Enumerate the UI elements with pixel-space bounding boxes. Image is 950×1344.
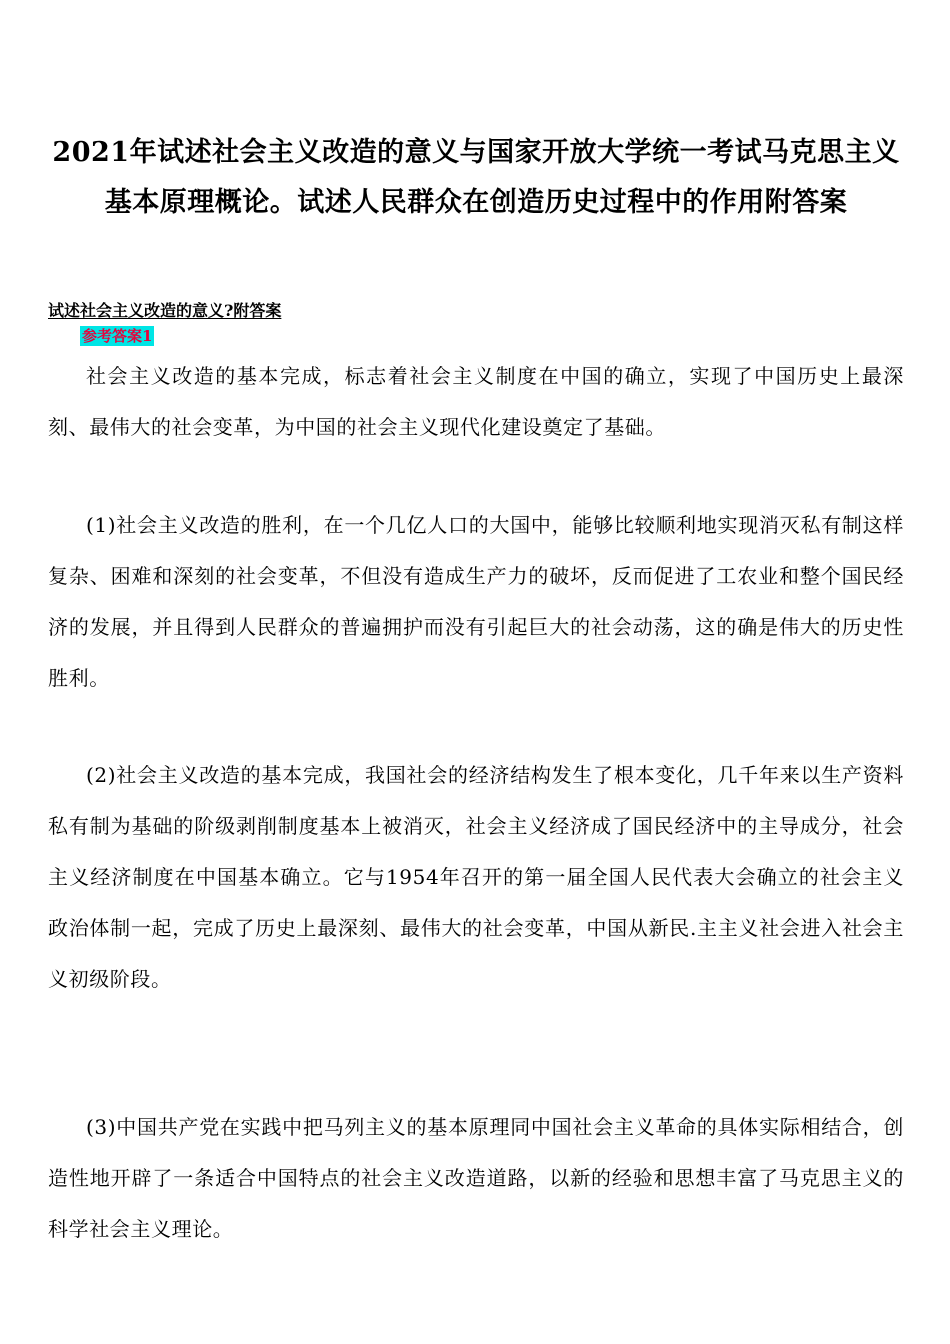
answer-tag: 参考答案1 — [82, 327, 153, 345]
paragraph-point-2: (2)社会主义改造的基本完成，我国社会的经济结构发生了根本变化，几千年来以生产资料私有制为基础的阶级剥削制度基本上被消灭，社会主义经济成了国民经济中的主导成分，社会主义经济制度在中国基本确立。它与1954年召开的第一届全国人民代表大会确立的社会主义政治体制一起，完成了历史上最深刻、最伟大的社会变革，中国从新民.主主义社会进入社会主义初级阶段。 — [48, 763, 904, 991]
paragraph-point-1: (1)社会主义改造的胜利，在一个几亿人口的大国中，能够比较顺利地实现消灭私有制这样复杂、困难和深刻的社会变革，不但没有造成生产力的破坏，反而促进了工农业和整个国民经济的发展，并且得到人民群众的普遍拥护而没有引起巨大的社会动荡，这的确是伟大的历史性胜利。 — [48, 513, 904, 690]
section-heading: 试述社会主义改造的意义?附答案 — [48, 301, 282, 320]
paragraph-point-3: (3)中国共产党在实践中把马列主义的基本原理同中国社会主义革命的具体实际相结合，创造性地开辟了一条适合中国特点的社会主义改造道路，以新的经验和思想丰富了马克思主义的科学社会主义理论。 — [48, 1115, 904, 1241]
paragraph-intro: 社会主义改造的基本完成，标志着社会主义制度在中国的确立，实现了中国历史上最深刻、最伟大的社会变革，为中国的社会主义现代化建设奠定了基础。 — [48, 364, 904, 439]
document-title: 2021年试述社会主义改造的意义与国家开放大学统一考试马克思主义基本原理概论。试述人民群众在创造历史过程中的作用附答案 — [52, 137, 900, 218]
